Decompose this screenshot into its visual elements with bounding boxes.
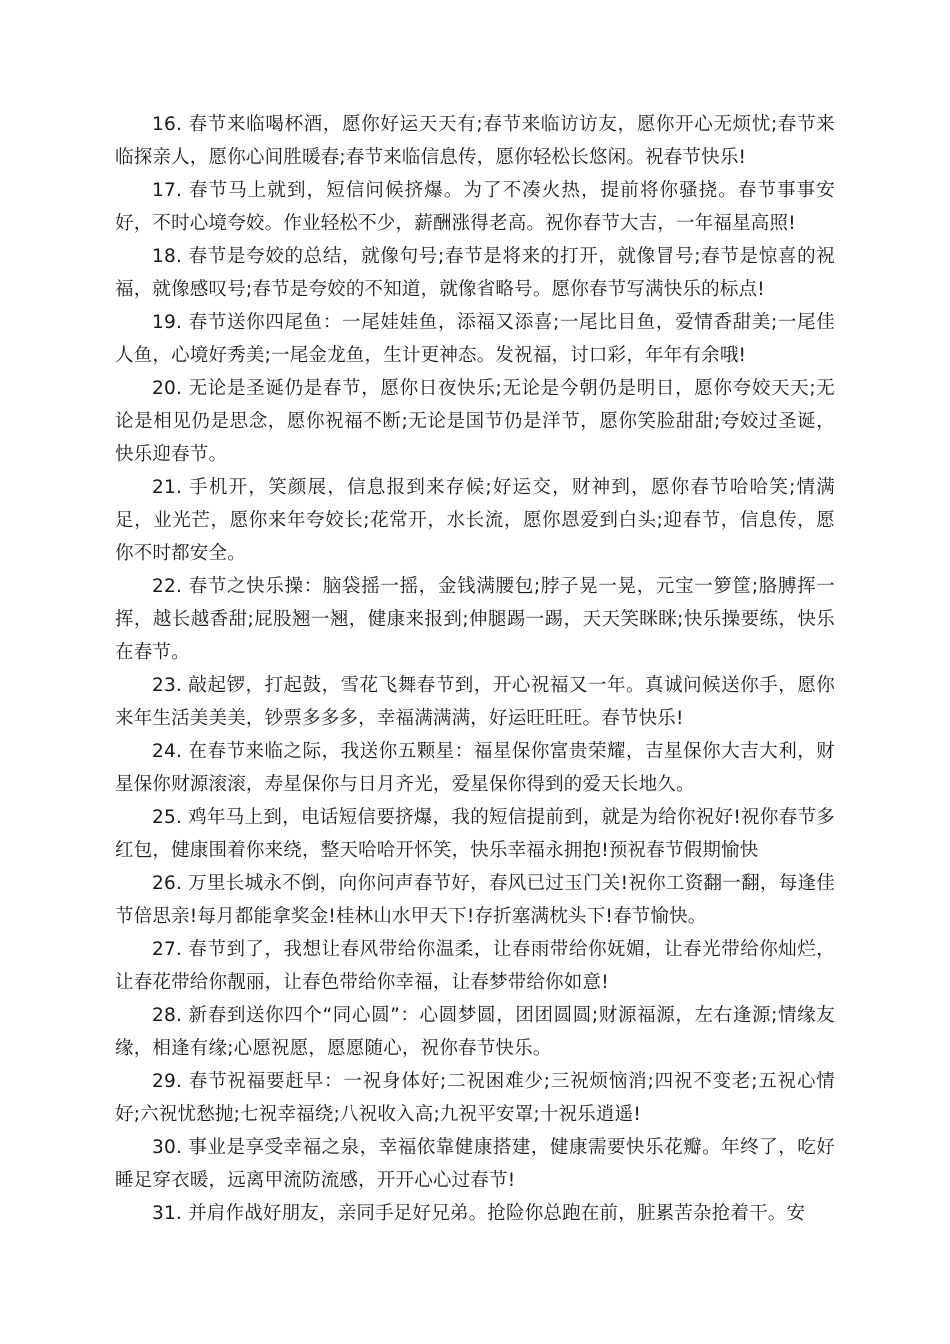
paragraph-24: 24. 在春节来临之际，我送你五颗星：福星保你富贵荣耀，吉星保你大吉大利，财星保你财源滚滚，寿星保你与日月齐光，爱星保你得到的爱天长地久。 — [115, 741, 835, 795]
paragraph-18: 18. 春节是夸姣的总结，就像句号;春节是将来的打开，就像冒号;春节是惊喜的祝福，就像感叹号;春节是夸姣的不知道，就像省略号。愿你春节写满快乐的标点! — [115, 246, 835, 300]
paragraph-16: 16. 春节来临喝杯酒，愿你好运天天有;春节来临访访友，愿你开心无烦忧;春节来临探亲人，愿你心间胜暖春;春节来临信息传，愿你轻松长悠闲。祝春节快乐! — [115, 114, 835, 168]
paragraph-29: 29. 春节祝福要赶早：一祝身体好;二祝困难少;三祝烦恼消;四祝不变老;五祝心情好;六祝忧愁抛;七祝幸福绕;八祝收入高;九祝平安罩;十祝乐逍遥! — [115, 1071, 835, 1125]
paragraph-21: 21. 手机开，笑颜展，信息报到来存候;好运交，财神到，愿你春节哈哈笑;情满足，业光芒，愿你来年夸姣长;花常开，水长流，愿你恩爱到白头;迎春节，信息传，愿你不时都安全。 — [115, 477, 835, 564]
paragraph-27: 27. 春节到了，我想让春风带给你温柔，让春雨带给你妩媚，让春光带给你灿烂，让春花带给你靓丽，让春色带给你幸福，让春梦带给你如意! — [115, 939, 835, 993]
paragraph-23: 23. 敲起锣，打起鼓，雪花飞舞春节到，开心祝福又一年。真诚问候送你手，愿你来年生活美美美，钞票多多多，幸福满满满，好运旺旺旺。春节快乐! — [115, 675, 835, 729]
paragraph-22: 22. 春节之快乐操：脑袋摇一摇，金钱满腰包;脖子晃一晃，元宝一箩筐;胳膊挥一挥，越长越香甜;屁股翘一翘，健康来报到;伸腿踢一踢，天天笑眯眯;快乐操要练，快乐在春节。 — [115, 576, 835, 663]
paragraph-17: 17. 春节马上就到，短信问候挤爆。为了不凑火热，提前将你骚挠。春节事事安好，不时心境夸姣。作业轻松不少，薪酬涨得老高。祝你春节大吉，一年福星高照! — [115, 180, 835, 234]
paragraph-20: 20. 无论是圣诞仍是春节，愿你日夜快乐;无论是今朝仍是明日，愿你夸姣天天;无论是相见仍是思念，愿你祝福不断;无论是国节仍是洋节，愿你笑脸甜甜;夸姣过圣诞，快乐迎春节。 — [115, 378, 835, 465]
paragraph-26: 26. 万里长城永不倒，向你问声春节好，春风已过玉门关!祝你工资翻一翻，每逢佳节倍思亲!每月都能拿奖金!桂林山水甲天下!存折塞满枕头下!春节愉快。 — [115, 873, 835, 927]
paragraph-28: 28. 新春到送你四个“同心圆”：心圆梦圆，团团圆圆;财源福源，左右逢源;情缘友缘，相逢有缘;心愿祝愿，愿愿随心，祝你春节快乐。 — [115, 1005, 835, 1059]
document-body — [115, 108, 835, 1230]
paragraph-30: 30. 事业是享受幸福之泉，幸福依靠健康搭建，健康需要快乐花瓣。年终了，吃好睡足穿衣暖，远离甲流防流感，开开心心过春节! — [115, 1137, 835, 1191]
paragraph-19: 19. 春节送你四尾鱼：一尾娃娃鱼，添福又添喜;一尾比目鱼，爱情香甜美;一尾佳人鱼，心境好秀美;一尾金龙鱼，生计更神态。发祝福，讨口彩，年年有余哦! — [115, 312, 835, 366]
paragraph-25: 25. 鸡年马上到，电话短信要挤爆，我的短信提前到，就是为给你祝好!祝你春节多红包，健康围着你来绕，整天哈哈开怀笑，快乐幸福永拥抱!预祝春节假期愉快 — [115, 807, 835, 861]
paragraph-31: 31. 并肩作战好朋友，亲同手足好兄弟。抢险你总跑在前，脏累苦杂抢着干。安 — [152, 1203, 806, 1224]
